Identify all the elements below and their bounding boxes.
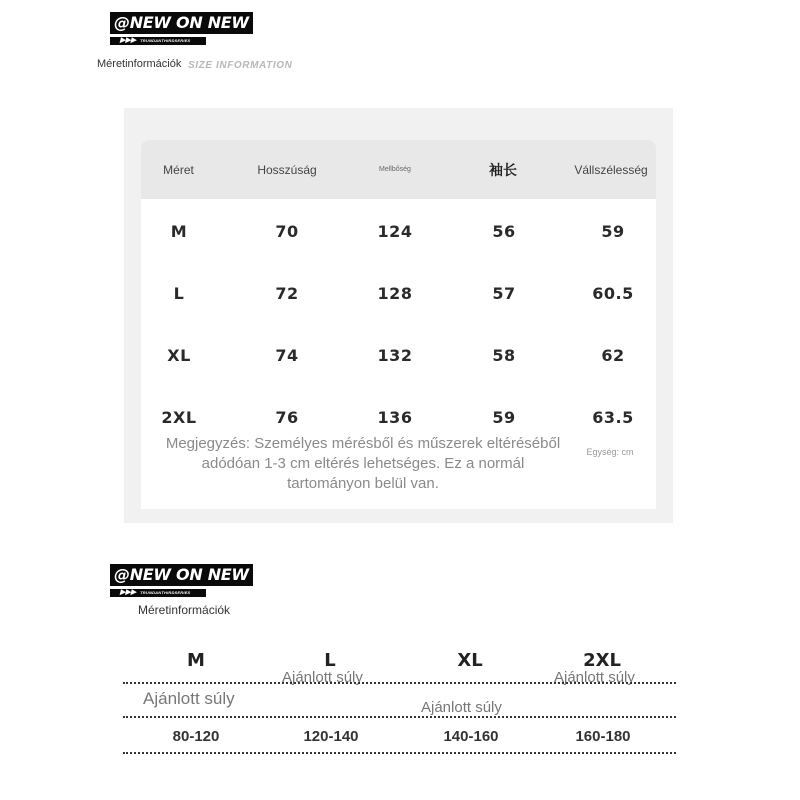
table-cell: 60.5 (592, 284, 634, 303)
weight-range: 160-180 (575, 728, 631, 745)
arrows-icon: ▶▶▶ (120, 589, 137, 596)
table-cell: 128 (377, 284, 413, 303)
weight-range: 120-140 (303, 728, 359, 745)
table-cell: 76 (275, 408, 299, 427)
table-cell: 72 (275, 284, 299, 303)
brand-logo-bottom (110, 564, 253, 597)
table-header (141, 140, 656, 199)
table-cell: 2XL (161, 408, 197, 427)
weight-size-header: M (187, 650, 205, 671)
logo-text: @NEW ON NEW (110, 564, 253, 586)
dotted-divider (123, 716, 676, 718)
table-cell: XL (167, 346, 191, 365)
weight-range: 80-120 (172, 728, 220, 745)
header-length: Hosszúság (257, 162, 317, 177)
table-cell: M (170, 222, 188, 241)
weight-size-header: 2XL (583, 650, 621, 671)
table-cell: 124 (377, 222, 413, 241)
recommended-weight-label: Ajánlott súly (143, 689, 235, 708)
logo-subtext: TRUNDANTHIRDSERIES (140, 590, 191, 595)
table-cell: 59 (492, 408, 516, 427)
table-cell: 56 (492, 222, 516, 241)
measurement-note: Megjegyzés: Személyes mérésből és műszerek eltéréséből adódóan 1-3 cm eltérés lehetséges. Ez a normál tartományon belül van. (165, 435, 561, 492)
dotted-divider (123, 682, 676, 684)
weight-range: 140-160 (443, 728, 499, 745)
header-size: Méret (163, 162, 194, 177)
table-cell: 57 (492, 284, 516, 303)
section-title: Méretinformációk (97, 58, 182, 70)
logo-text: @NEW ON NEW (110, 12, 253, 34)
arrows-icon: ▶▶▶ (120, 37, 137, 44)
table-cell: 58 (492, 346, 516, 365)
header-sleeve: 袖长 (489, 161, 517, 178)
logo-subline (110, 589, 206, 597)
section-title-en: SIZE INFORMATION (188, 60, 293, 71)
table-cell: 62 (601, 346, 625, 365)
recommended-weight-label: Ajánlott súly (421, 699, 502, 716)
table-cell: 63.5 (592, 408, 634, 427)
table-cell: L (173, 284, 185, 303)
dotted-divider (123, 752, 676, 754)
logo-subtext: TRUNDANTHIRDSERIES (140, 38, 191, 43)
table-cell: 70 (275, 222, 299, 241)
section2-title: Méretinformációk (138, 603, 231, 617)
header-chest: Mellbőség (379, 166, 411, 173)
recommended-weight-label: Ajánlott súly (282, 669, 363, 686)
weight-size-header: L (324, 650, 336, 671)
header-shoulder: Vállszélesség (574, 162, 648, 177)
table-cell: 74 (275, 346, 299, 365)
table-cell: 136 (377, 408, 413, 427)
logo-subline (110, 37, 206, 45)
recommended-weight-label: Ajánlott súly (554, 669, 635, 686)
table-cell: 59 (601, 222, 625, 241)
weight-size-header: XL (457, 650, 483, 671)
table-cell: 132 (377, 346, 413, 365)
unit-label: Egység: cm (586, 447, 634, 457)
brand-logo-top (110, 12, 253, 45)
